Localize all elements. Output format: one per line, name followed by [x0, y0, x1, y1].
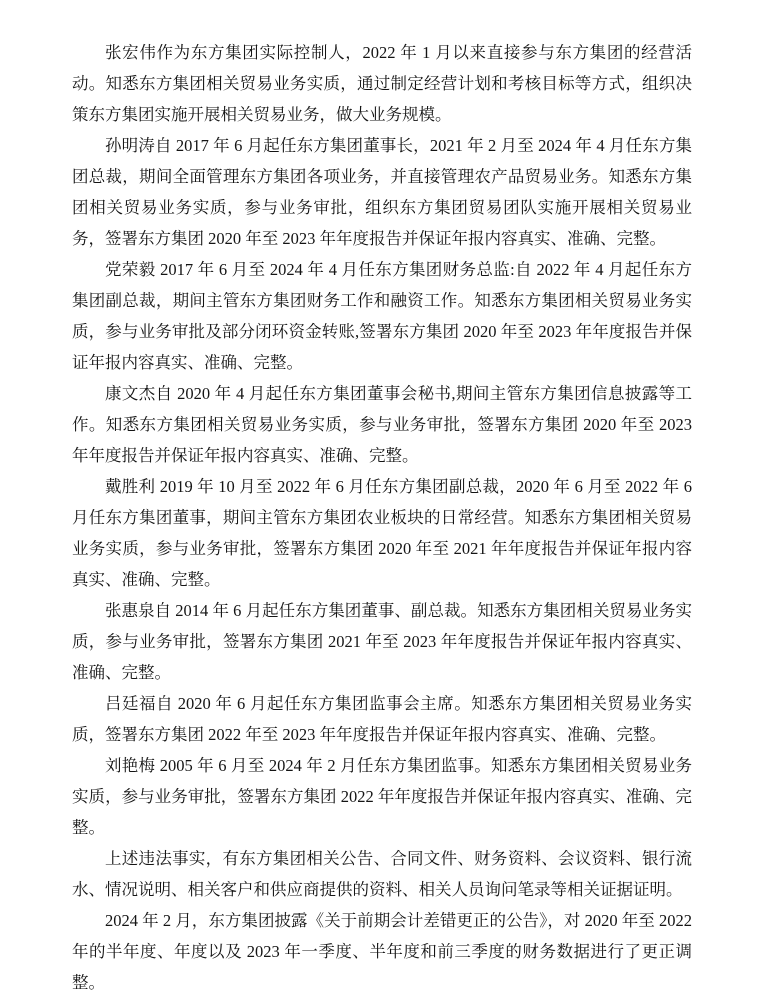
- paragraph-kang-wenjie: 康文杰自 2020 年 4 月起任东方集团董事会秘书,期间主管东方集团信息披露等工作。知悉东方集团相关贸易业务实质，参与业务审批，签署东方集团 2020 年至 2023 年年度报告并保证年报内容真实、准确、完整。: [72, 384, 692, 465]
- paragraph-lv-tingfu: 吕廷福自 2020 年 6 月起任东方集团监事会主席。知悉东方集团相关贸易业务实质，签署东方集团 2022 年至 2023 年年度报告并保证年报内容真实、准确、完整。: [72, 694, 692, 744]
- paragraph-zhang-huiquan: 张惠泉自 2014 年 6 月起任东方集团董事、副总裁。知悉东方集团相关贸易业务实质，参与业务审批，签署东方集团 2021 年至 2023 年年度报告并保证年报内容真实、准确、完整。: [72, 601, 692, 682]
- paragraph-correction-announcement: 2024 年 2 月，东方集团披露《关于前期会计差错更正的公告》，对 2020 年至 2022 年的半年度、年度以及 2023 年一季度、半年度和前三季度的财务数据进行了更正调整。: [72, 911, 692, 992]
- paragraph-evidence-statement: 上述违法事实，有东方集团相关公告、合同文件、财务资料、会议资料、银行流水、情况说明、相关客户和供应商提供的资料、相关人员询问笔录等相关证据证明。: [72, 849, 692, 899]
- paragraph-liu-yanmei: 刘艳梅 2005 年 6 月至 2024 年 2 月任东方集团监事。知悉东方集团相关贸易业务实质，参与业务审批，签署东方集团 2022 年年度报告并保证年报内容真实、准确、完整。: [72, 756, 692, 837]
- paragraph-zhang-hongwei: 张宏伟作为东方集团实际控制人，2022 年 1 月以来直接参与东方集团的经营活动。知悉东方集团相关贸易业务实质，通过制定经营计划和考核目标等方式，组织决策东方集团实施开展相关贸易业务，做大业务规模。: [72, 43, 692, 124]
- paragraph-dai-shengli: 戴胜利 2019 年 10 月至 2022 年 6 月任东方集团副总裁，2020 年 6 月至 2022 年 6 月任东方集团董事，期间主管东方集团农业板块的日常经营。知悉东方集团相关贸易业务实质，参与业务审批，签署东方集团 2020 年至 2021 年年度报告并保证年报内容真实、准确、完整。: [72, 477, 692, 589]
- paragraph-sun-mingtao: 孙明涛自 2017 年 6 月起任东方集团董事长，2021 年 2 月至 2024 年 4 月任东方集团总裁，期间全面管理东方集团各项业务，并直接管理农产品贸易业务。知悉东方集团相关贸易业务实质，参与业务审批，组织东方集团贸易团队实施开展相关贸易业务，签署东方集团 2020 年至 2023 年年度报告并保证年报内容真实、准确、完整。: [72, 136, 692, 248]
- paragraph-dang-rongyi: 党荣毅 2017 年 6 月至 2024 年 4 月任东方集团财务总监:自 2022 年 4 月起任东方集团副总裁，期间主管东方集团财务工作和融资工作。知悉东方集团相关贸易业务实质，参与业务审批及部分闭环资金转账,签署东方集团 2020 年至 2023 年年度报告并保证年报内容真实、准确、完整。: [72, 260, 692, 372]
